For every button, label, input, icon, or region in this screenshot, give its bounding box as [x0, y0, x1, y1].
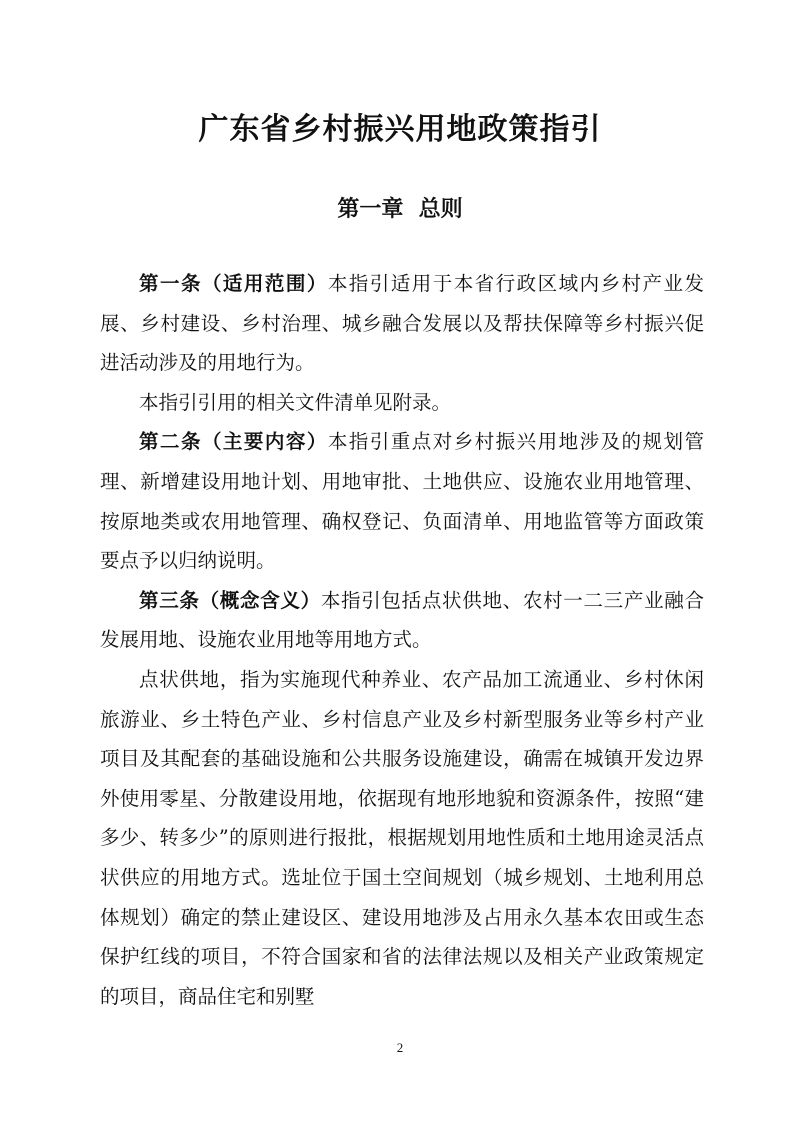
article-2-paragraph	[100, 422, 704, 580]
paragraph-text: 点状供地，指为实施现代种养业、农产品加工流通业、乡村休闲旅游业、乡土特色产业、乡村信息产业及乡村新型服务业等乡村产业项目及其配套的基础设施和公共服务设施建设，确需在城镇开发边界外使用零星、分散建设用地，依据现有地形地貌和资源条件，按照“建多少、转多少”的原则进行报批，根据规划用地性质和土地用途灵活点状供应的用地方式。选址位于国土空间规划（城乡规划、土地利用总体规划）确定的禁止建设区、建设用地涉及占用永久基本农田或生态保护红线的项目，不符合国家和省的法律法规以及相关产业政策规定的项目，商品住宅和别墅	[100, 667, 704, 1008]
definition-paragraph	[100, 660, 704, 1016]
article-heading: 第二条（主要内容）	[139, 430, 328, 454]
paragraph-text: 本指引引用的相关文件清单见附录。	[139, 390, 452, 414]
article-heading: 第三条（概念含义）	[139, 588, 321, 612]
paragraph-text: 本指引适用于本省行政区域内乡村产业发展、乡村建设、乡村治理、城乡融合发展以及帮扶保障等乡村振兴促进活动涉及的用地行为。	[100, 272, 704, 375]
document-title: 广东省乡村振兴用地政策指引	[198, 112, 602, 147]
paragraph-text: 本指引包括点状供地、农村一二三产业融合发展用地、设施农业用地等用地方式。	[100, 588, 704, 652]
article-heading: 第一条（适用范围）	[139, 272, 328, 295]
page-number: 2	[396, 1040, 404, 1055]
document-body	[100, 264, 704, 1016]
article-3-paragraph	[100, 581, 704, 660]
article-1-paragraph	[100, 264, 704, 383]
appendix-note-paragraph	[100, 383, 704, 423]
chapter-heading: 第一章 总则	[337, 197, 463, 222]
paragraph-text: 本指引重点对乡村振兴用地涉及的规划管理、新增建设用地计划、用地审批、土地供应、设施农业用地管理、按原地类或农用地管理、确权登记、负面清单、用地监管等方面政策要点予以归纳说明。	[100, 430, 704, 573]
